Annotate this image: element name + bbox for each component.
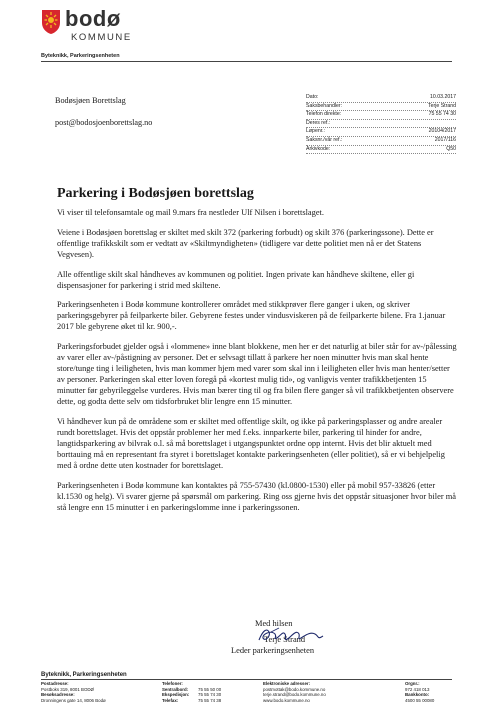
- email-link[interactable]: postmottak@bodo.kommune.no: [263, 686, 326, 692]
- meta-row: Saksnr./vår ref.: 2017/116: [306, 137, 456, 146]
- footer-org: Orgnr.: 972 418 013 Bankkonto: 4500 55 00080: [405, 681, 435, 703]
- closing-name: Terje Strand: [264, 635, 306, 644]
- paragraph: Parkeringsenheten i Bodø kommune kontrollerer området med stikkprøver flere ganger i uken, og skriver parkeringsgebyrer på feilparkerte biler. Gebyrene festes under vindusviskeren på de feilparkerte bilene. Fra 1.januar 2017 ble gebyrene øket til kr. 900,-.: [57, 300, 446, 332]
- department-header: Byteknikk, Parkeringsenheten: [41, 53, 120, 59]
- paragraph: Parkeringsenheten i Bodø kommune kan kontaktes på 755-57430 (kl.0800-1530) eller på mobil 957-33826 (etter kl.1530 og helg). Vi svarer gjerne på spørsmål om parkering. Ring oss gjerne hvis det oppstår situasjoner hvor biler må stå lengre enn 15 minutter i en parkeringslomme inne i parkeringssonen.: [57, 480, 456, 512]
- logo-subtitle: KOMMUNE: [71, 32, 132, 43]
- meta-row: Telefon direkte: 75 55 74 30: [306, 111, 456, 120]
- footer-divider: [41, 679, 452, 680]
- recipient-email: post@bodosjoenborettslag.no: [55, 118, 153, 127]
- meta-row: Dato: 10.03.2017: [306, 94, 456, 103]
- closing-greeting: Med hilsen: [255, 619, 293, 628]
- footer-address: Postadresse: Postboks 319, 8001 BODØ Besøksadresse: Dronningens gate 14, 8006 Bodø: [41, 681, 106, 703]
- closing-role: Leder parkeringsenheten: [231, 646, 315, 655]
- logo-name: bodø: [65, 6, 121, 31]
- letter-body: [57, 207, 457, 522]
- shield-icon: [41, 9, 61, 35]
- reference-table: [306, 94, 456, 154]
- meta-row: Deres ref.:: [306, 120, 456, 129]
- footer-title: Byteknikk, Parkeringsenheten: [41, 672, 127, 678]
- email-link[interactable]: terje.strand@bodo.kommune.no: [263, 692, 326, 698]
- signature: [253, 622, 333, 648]
- footer-emails: Elektroniske adresser: postmottak@bodo.kommune.no terje.strand@bodo.kommune.no www.bodo.kommune.no: [263, 681, 326, 703]
- paragraph: Vi viser til telefonsamtale og mail 9.mars fra nestleder Ulf Nilsen i borettslaget.: [57, 208, 324, 217]
- paragraph: Veiene i Bodøsjøen borettslag er skiltet med skilt 372 (parkering forbudt) og skilt 376 (parkeringssone). Dette er offentlige trafikkskilt som er vedtatt av «Skiltmyndigheten» (tidligere var dette politiet men nå er det Statens Vegvesen).: [57, 227, 434, 259]
- recipient-block: [55, 95, 152, 139]
- meta-row: Saksbehandler: Terje Strand: [306, 103, 456, 112]
- recipient-name: Bodøsjøen Borettslag: [55, 96, 126, 105]
- meta-row: Løpenr.: 20104/2017: [306, 128, 456, 137]
- letter-title: Parkering i Bodøsjøen borettslag: [57, 186, 254, 201]
- paragraph: Vi håndhever kun på de områdene som er skiltet med offentlige skilt, og ikke på parkeringsplasser og andre arealer rundt borettslaget. Hvis det oppstår problemer her med f.eks. innparkerte biler, parkering til hinder for andre, langtidsparkering av bilvrak o.l. så må borettslaget i utgangspunktet ordne opp internt. Hvis det blir aktuelt med borttauing må en representant fra styret i borettslaget kontakte parkeringsenheten (eller politiet), så er vi behjelpelig med å ordne dette uten kostnader for borettslaget.: [57, 416, 445, 470]
- footer-phones: Telefoner: Sentralbord: 75 55 50 00 Ekspedisjon: 75 55 74 30 Telefax: 75 55 74 38: [162, 681, 222, 703]
- bodo-kommune-logo: [41, 6, 141, 49]
- paragraph: Alle offentlige skilt skal håndheves av kommunen og politiet. Ingen private kan håndheve skiltene, eller gi dispensasjoner for parkering i strid med skiltene.: [57, 269, 415, 290]
- header-divider: [41, 61, 452, 62]
- paragraph: Parkeringsforbudet gjelder også i «lommene» inne blant blokkene, men her er det naturlig at biler står for av-/pålessing av varer eller av-/påstigning av personer. Det er selvsagt tillatt å parkere her noen minutter hvis man skal hente store/tunge ting i leiligheten, hvis man kommer hjem med varer som skal inn i leiligheten eller hvis man henter/setter av personer. Parkeringen skal etter loven foregå på «kortest mulig tid», og vanligvis venter trafikkbetjenten 15 minutter før gebyrileggelse vurderes. Hvis man bærer ting til og fra bilen flere ganger så vil trafikkbetjenten observere dette, og godta dette selv om tidsforbruket blir lengre enn 15 minutter.: [57, 342, 457, 407]
- website-link[interactable]: www.bodo.kommune.no: [263, 697, 310, 703]
- meta-row: Arkivkode: Q50: [306, 146, 456, 155]
